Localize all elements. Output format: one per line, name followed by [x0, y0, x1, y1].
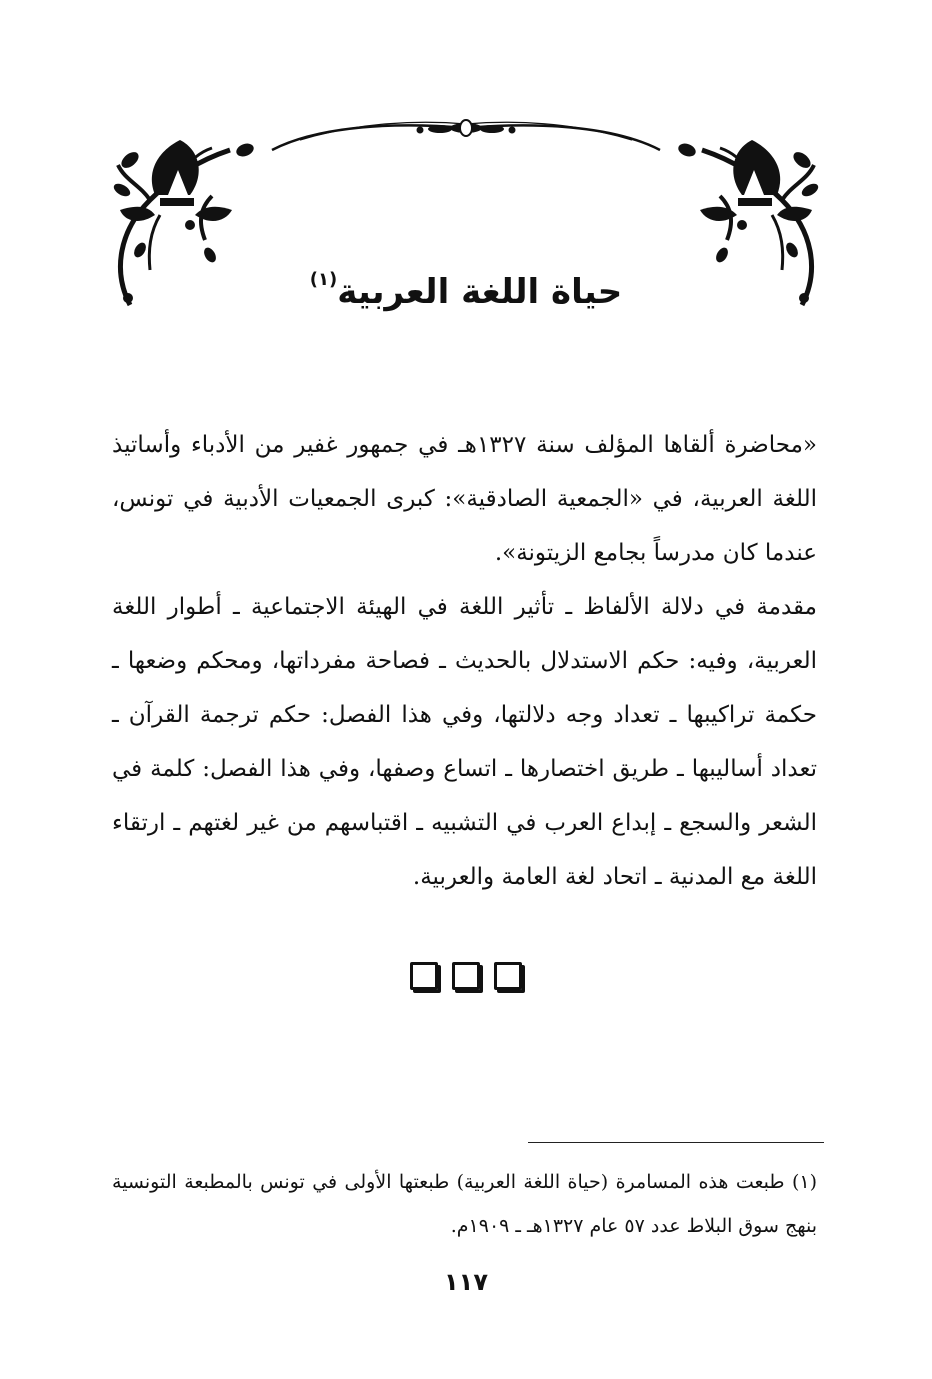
chapter-title-text: حياة اللغة العربية: [337, 272, 623, 312]
square-ornament-icon: [494, 962, 522, 990]
page-number: ١١٧: [444, 1268, 488, 1296]
footnote: [112, 1160, 817, 1248]
intro-paragraph: «محاضرة ألقاها المؤلف سنة ١٣٢٧هـ في جمهور غفير من الأدباء وأساتيذ اللغة العربية، في «الجمعية الصادقية»: كبرى الجمعيات الأدبية في تونس، عندما كان مدرساً بجامع الزيتونة».: [112, 432, 817, 566]
footnote-reference[interactable]: (١): [309, 269, 338, 290]
section-separator: [0, 962, 932, 994]
chapter-title: [0, 250, 932, 322]
contents-paragraph: مقدمة في دلالة الألفاظ ـ تأثير اللغة في الهيئة الاجتماعية ـ أطوار اللغة العربية، وفيه: حكم الاستدلال بالحديث ـ فصاحة مفرداتها، ومحكم وضعها ـ حكمة تراكيبها ـ تعداد وجه دلالتها، وفي هذا الفصل: حكم ترجمة القرآن ـ تعداد أساليبها ـ طريق اختصارها ـ اتساع وصفها، وفي هذا الفصل: كلمة في الشعر والسجع ـ إبداع العرب في التشبيه ـ اقتباسهم من غير لغتهم ـ ارتقاء اللغة مع المدنية ـ اتحاد لغة العامة والعربية.: [112, 594, 817, 890]
footnote-text: طبعت هذه المسامرة (حياة اللغة العربية) طبعتها الأولى في تونس بالمطبعة التونسية بنهج سوق البلاط عدد ٥٧ عام ١٣٢٧هـ ـ ١٩٠٩م.: [112, 1171, 817, 1237]
square-ornament-icon: [452, 962, 480, 990]
square-ornament-icon: [410, 962, 438, 990]
footnote-marker: (١): [791, 1171, 817, 1193]
footnote-divider: [528, 1142, 824, 1143]
